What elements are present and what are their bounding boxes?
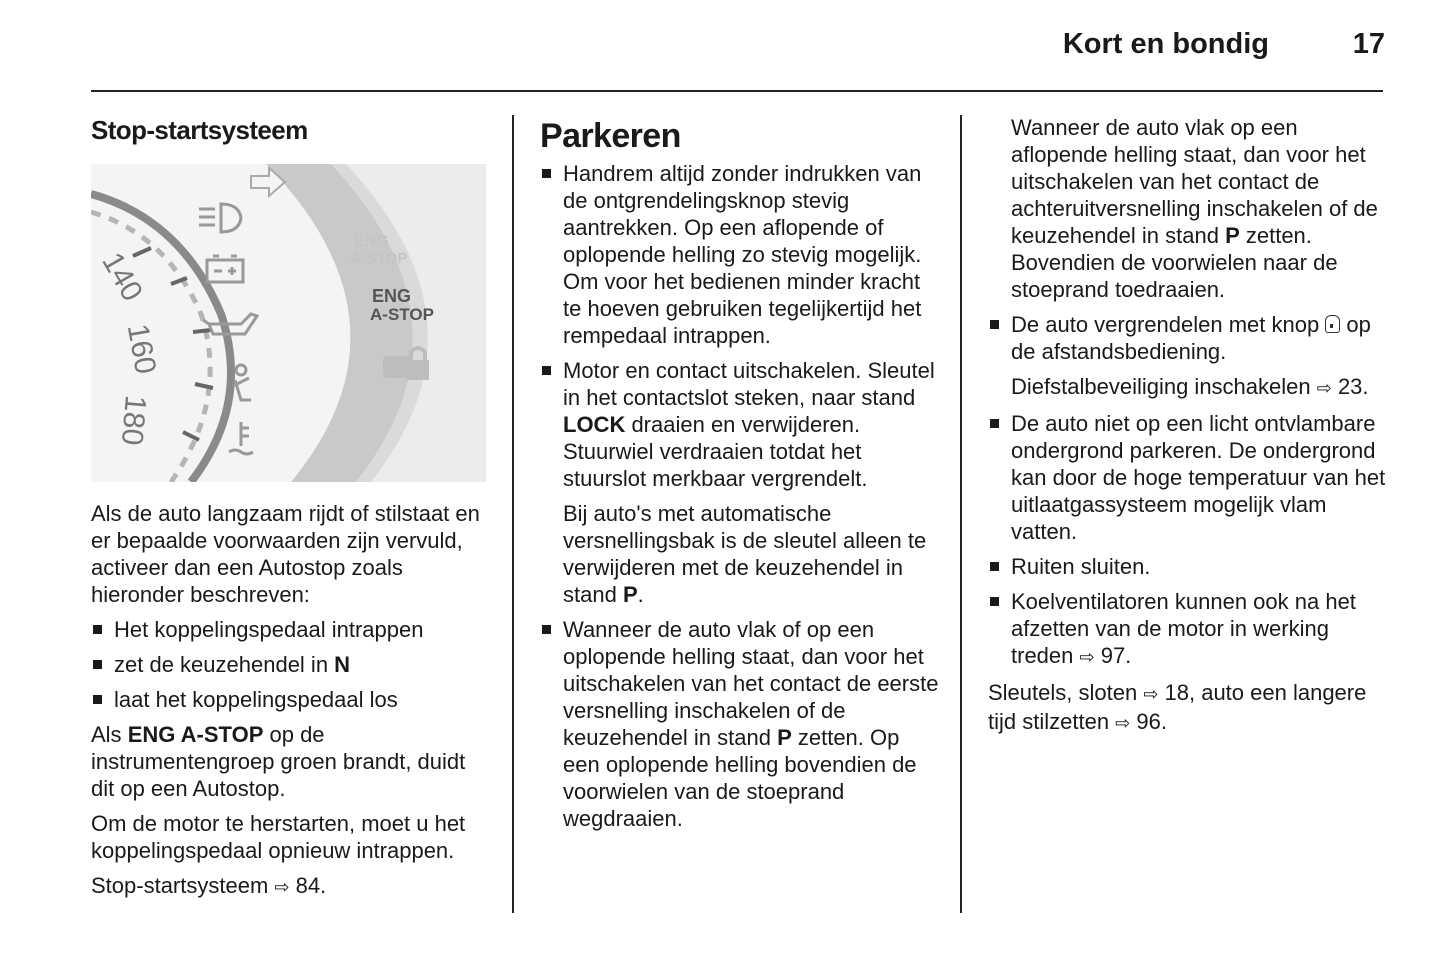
column-parkeren bbox=[540, 114, 940, 840]
page-number: 17 bbox=[1352, 28, 1385, 60]
section-heading-stop-start: Stop-startsysteem bbox=[91, 115, 308, 145]
footer-cross-references[interactable]: Sleutels, sloten ⇨ 18, auto een langere tijd stilzetten ⇨ 96. bbox=[988, 680, 1367, 734]
list-item: Het koppelingspedaal intrappen bbox=[91, 616, 493, 643]
intro-paragraph: Als de auto langzaam rijdt of stilstaat en er bepaalde voorwaarden zijn vervuld, activeer dan een Autostop zoals hieronder beschreven: bbox=[91, 501, 480, 607]
eng-astop-indicator-line1: ENG bbox=[372, 286, 412, 306]
list-item: laat het koppelingspedaal los bbox=[91, 686, 493, 713]
cross-reference-arrow-icon: ⇨ bbox=[1316, 378, 1332, 398]
header-divider bbox=[91, 90, 1383, 92]
section-heading-parkeren: Parkeren bbox=[540, 117, 681, 155]
column-stop-start bbox=[91, 114, 493, 909]
column-parkeren-continued bbox=[988, 114, 1388, 745]
restart-paragraph: Om de motor te herstarten, moet u het koppelingspedaal opnieuw intrappen. bbox=[91, 811, 466, 863]
cross-reference-arrow-icon: ⇨ bbox=[1079, 647, 1095, 667]
list-item: Handrem altijd zonder indrukken van de ontgrendelingsknop stevig aantrekken. Op een aflopende of oplopende helling zo stevig mogelijk. Om voor het bedienen minder kracht te hoeven gebruiken tegelijkertijd het rempedaal intrappen. bbox=[540, 160, 940, 349]
list-item: De auto vergrendelen met knop op de afstandsbediening. bbox=[988, 311, 1388, 365]
eng-astop-faded-line1: ENG bbox=[354, 233, 389, 250]
speed-label-160: 160 bbox=[120, 321, 162, 377]
list-item: Wanneer de auto vlak of op een oplopende helling staat, dan voor het uitschakelen van het contact de eerste versnelling inschakelen of de keuzehendel in stand P zetten. Op een oplopende helling bovendien de voorwielen van de stoeprand wegdraaien. bbox=[540, 616, 940, 832]
cross-reference-arrow-icon: ⇨ bbox=[1115, 713, 1131, 733]
list-item: zet de keuzehendel in N bbox=[91, 651, 493, 678]
cross-reference-arrow-icon: ⇨ bbox=[274, 877, 290, 897]
list-item[interactable]: Koelventilatoren kunnen ook na het afzetten van de motor in werking treden ⇨ 97. bbox=[988, 588, 1388, 671]
instrument-cluster-illustration bbox=[91, 164, 486, 482]
column-divider-2 bbox=[960, 115, 962, 913]
list-item-note: Bij auto's met automatische versnellingsbak is de sleutel alleen te verwijderen met de keuzehendel in stand P. bbox=[563, 501, 927, 607]
list-item: Ruiten sluiten. bbox=[988, 553, 1388, 580]
cross-reference[interactable]: Stop-startsysteem ⇨ 84. bbox=[91, 873, 327, 898]
eng-astop-indicator-line2: A-STOP bbox=[370, 305, 434, 324]
speed-label-140: 140 bbox=[95, 246, 149, 307]
speed-label-180: 180 bbox=[114, 393, 153, 447]
lock-icon bbox=[1325, 315, 1340, 333]
eng-astop-faded-line2: A-STOP bbox=[351, 250, 408, 267]
continuation-paragraph: Wanneer de auto vlak op een aflopende helling staat, dan voor het uitschakelen van het contact de achteruitversnelling inschakelen of de keuzehendel in stand P zetten. Bovendien de voorwielen naar de stoeprand toedraaien. bbox=[1011, 115, 1378, 302]
eng-astop-paragraph: Als ENG A-STOP op de instrumentengroep groen brandt, duidt dit op een Autostop. bbox=[91, 722, 466, 801]
column-divider-1 bbox=[512, 115, 514, 913]
instrument-cluster-drawing bbox=[91, 164, 486, 482]
cross-reference-arrow-icon: ⇨ bbox=[1143, 684, 1159, 704]
cross-reference[interactable]: Diefstalbeveiliging inschakelen ⇨ 23. bbox=[1011, 374, 1369, 399]
list-item: De auto niet op een licht ontvlambare ondergrond parkeren. De ondergrond kan door de hoge temperatuur van het uitlaatgassysteem mogelijk vlam vatten. bbox=[988, 410, 1388, 545]
list-item: Motor en contact uitschakelen. Sleutel in het contactslot steken, naar stand LOCK draaien en verwijderen. Stuurwiel verdraaien totdat het stuurslot merkbaar vergrendelt. bbox=[540, 357, 940, 492]
page-header-title: Kort en bondig bbox=[1062, 28, 1269, 60]
